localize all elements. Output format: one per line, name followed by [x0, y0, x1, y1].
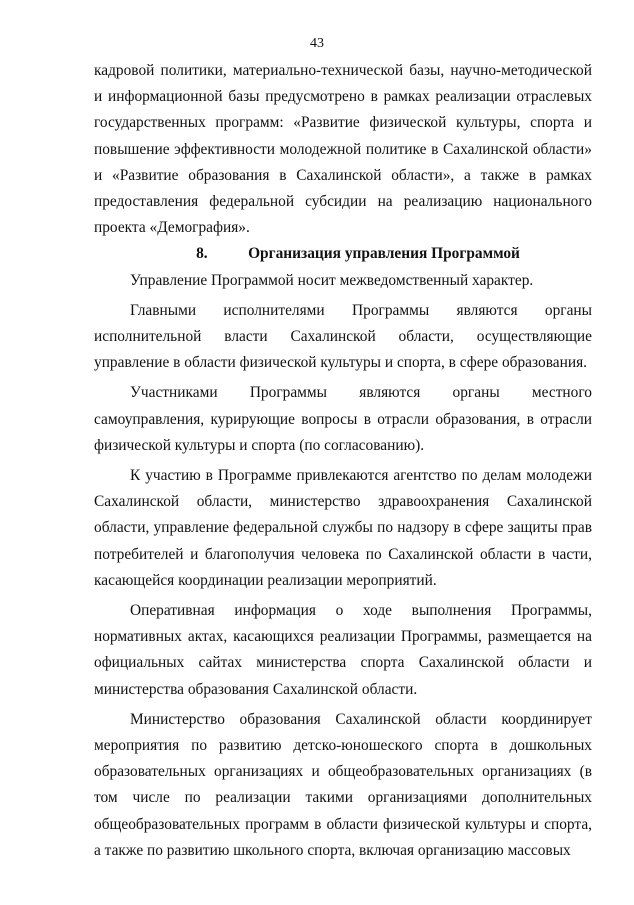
paragraph-main-executors: Главными исполнителями Программы являются органы исполнительной власти Сахалинской области, осуществляющие управление в области физической культуры и спорта, в сфере образования. [94, 301, 592, 372]
section-heading [94, 241, 592, 267]
paragraph-involved-agencies: К участию в Программе привлекаются агентство по делам молодежи Сахалинской области, министерство здравоохранения Сахалинской области, управление федеральной службы по надзору в сфере защиты прав потребителей и благополучия человека по Сахалинской области в части, касающейся координации реализации мероприятий. [94, 467, 592, 589]
page-number: 43 [310, 36, 324, 51]
paragraph-participants: Участниками Программы являются органы местного самоуправления, курирующие вопросы в отрасли образования, в отрасли физической культуры и спорта (по согласованию). [94, 384, 592, 454]
paragraph-ministry-education: Министерство образования Сахалинской области координирует мероприятия по развитию детско-юношеского спорта в дошкольных образовательных организациях и общеобразовательных организациях (в том числе по реализации такими организациями дополнительных общеобразовательных программ в области физической культуры и спорта, а также по развитию школьного спорта, включая организацию массовых [94, 710, 592, 859]
paragraph-management: Управление Программой носит межведомственный характер. [130, 271, 534, 289]
paragraph-operational-info: Оперативная информация о ходе выполнения Программы, нормативных актах, касающихся реализации Программы, размещается на официальных сайтах министерства спорта Сахалинской области и министерства образования Сахалинской области. [94, 602, 592, 698]
document-body [94, 58, 592, 868]
section-title: Организация управления Программой [248, 245, 520, 263]
section-number: 8. [196, 245, 208, 263]
intro-paragraph: кадровой политики, материально-технической базы, научно-методической и информационной базы предусмотрено в рамках реализации отраслевых государственных программ: «Развитие физической культуры, спорта и повышение эффективности молодежной политике в Сахалинской области» и «Развитие образования в Сахалинской области», а также в рамках предоставления федеральной субсидии на реализацию национального проекта «Демография». [94, 62, 592, 237]
